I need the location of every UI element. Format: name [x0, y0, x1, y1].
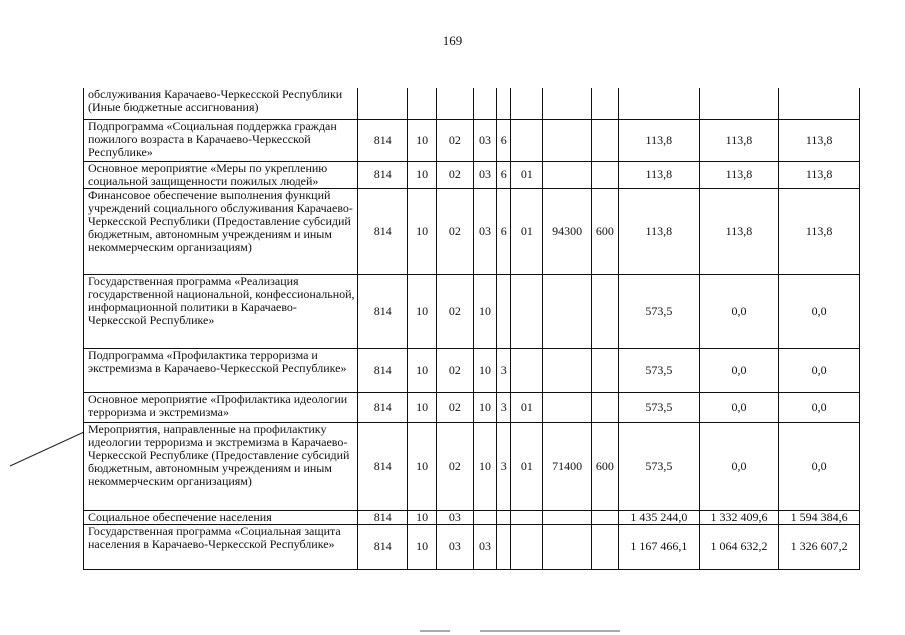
target-subprogram-code: 6 [497, 161, 511, 188]
target-direction-code [543, 161, 591, 188]
section-code: 10 [408, 274, 436, 348]
row-name: Основное мероприятие «Меры по укреплению социальной защищенности пожилых людей» [84, 161, 358, 188]
section-code: 10 [408, 348, 436, 392]
target-measure-code: 01 [511, 161, 543, 188]
admin-code: 814 [358, 348, 408, 392]
amount-year-1: 1 167 466,1 [619, 524, 700, 569]
expense-type-code [591, 274, 618, 348]
amount-year-2: 0,0 [699, 348, 779, 392]
target-direction-code [543, 348, 591, 392]
section-code: 10 [408, 524, 436, 569]
amount-year-1: 573,5 [619, 348, 700, 392]
amount-year-1: 113,8 [619, 119, 700, 161]
table-row [84, 88, 860, 119]
subsection-code: 02 [436, 188, 473, 274]
expense-type-code [591, 88, 618, 119]
section-code: 10 [408, 119, 436, 161]
amount-year-2: 0,0 [699, 422, 779, 510]
target-direction-code [543, 510, 591, 524]
amount-year-2: 113,8 [699, 119, 779, 161]
amount-year-1: 573,5 [619, 422, 700, 510]
section-code: 10 [408, 422, 436, 510]
target-subprogram-code [497, 274, 511, 348]
subsection-code: 02 [436, 348, 473, 392]
admin-code: 814 [358, 422, 408, 510]
target-subprogram-code: 3 [497, 422, 511, 510]
section-code: 10 [408, 392, 436, 422]
table-row [84, 188, 860, 274]
expense-type-code [591, 348, 618, 392]
row-name: Государственная программа «Социальная защита населения в Карачаево-Черкесской Республике» [84, 524, 358, 569]
subsection-code: 02 [436, 392, 473, 422]
target-program-code: 03 [473, 188, 496, 274]
budget-table [83, 88, 860, 570]
table-row [84, 274, 860, 348]
row-name: Финансовое обеспечение выполнения функций учреждений социального обслуживания Карачаево-Черкесской Республики (Предоставление субсидий бюджетным, автономным учреждениям и иным некоммерческим организациям) [84, 188, 358, 274]
amount-year-3: 0,0 [779, 274, 860, 348]
target-direction-code [543, 119, 591, 161]
target-subprogram-code: 3 [497, 348, 511, 392]
margin-pen-stroke [8, 428, 88, 468]
table-row [84, 510, 860, 524]
target-program-code: 10 [473, 348, 496, 392]
target-program-code: 03 [473, 524, 496, 569]
target-program-code: 10 [473, 422, 496, 510]
target-measure-code: 01 [511, 392, 543, 422]
table-row [84, 348, 860, 392]
row-name: обслуживания Карачаево-Черкесской Республики (Иные бюджетные ассигнования) [84, 88, 358, 119]
target-direction-code [543, 88, 591, 119]
subsection-code: 02 [436, 119, 473, 161]
target-subprogram-code [497, 524, 511, 569]
subsection-code: 02 [436, 422, 473, 510]
table-row [84, 392, 860, 422]
amount-year-3: 1 594 384,6 [779, 510, 860, 524]
amount-year-3: 0,0 [779, 392, 860, 422]
target-direction-code: 71400 [543, 422, 591, 510]
subsection-code: 03 [436, 510, 473, 524]
expense-type-code [591, 510, 618, 524]
amount-year-3: 0,0 [779, 348, 860, 392]
target-measure-code: 01 [511, 422, 543, 510]
target-measure-code [511, 274, 543, 348]
row-name: Социальное обеспечение населения [84, 510, 358, 524]
expense-type-code [591, 392, 618, 422]
section-code: 10 [408, 161, 436, 188]
expense-type-code [591, 161, 618, 188]
amount-year-1: 573,5 [619, 274, 700, 348]
admin-code: 814 [358, 119, 408, 161]
target-subprogram-code: 6 [497, 119, 511, 161]
admin-code: 814 [358, 510, 408, 524]
target-measure-code [511, 510, 543, 524]
expense-type-code: 600 [591, 422, 618, 510]
row-name: Подпрограмма «Социальная поддержка граждан пожилого возраста в Карачаево-Черкесской Республике» [84, 119, 358, 161]
amount-year-1 [619, 88, 700, 119]
table-row [84, 119, 860, 161]
section-code: 10 [408, 510, 436, 524]
table-row [84, 524, 860, 569]
amount-year-1: 113,8 [619, 188, 700, 274]
amount-year-3: 113,8 [779, 188, 860, 274]
page-number: 169 [442, 33, 463, 48]
target-program-code [473, 88, 496, 119]
admin-code: 814 [358, 524, 408, 569]
table-row [84, 422, 860, 510]
subsection-code: 02 [436, 161, 473, 188]
admin-code: 814 [358, 392, 408, 422]
admin-code: 814 [358, 274, 408, 348]
amount-year-2: 0,0 [699, 274, 779, 348]
row-name: Подпрограмма «Профилактика терроризма и экстремизма в Карачаево-Черкесской Республике» [84, 348, 358, 392]
expense-type-code [591, 119, 618, 161]
target-subprogram-code: 6 [497, 188, 511, 274]
admin-code [358, 88, 408, 119]
table-row [84, 161, 860, 188]
amount-year-3: 1 326 607,2 [779, 524, 860, 569]
admin-code: 814 [358, 161, 408, 188]
target-measure-code [511, 524, 543, 569]
amount-year-2: 113,8 [699, 161, 779, 188]
admin-code: 814 [358, 188, 408, 274]
amount-year-3: 0,0 [779, 422, 860, 510]
section-code: 10 [408, 188, 436, 274]
subsection-code: 02 [436, 274, 473, 348]
target-program-code: 03 [473, 161, 496, 188]
target-measure-code: 01 [511, 188, 543, 274]
amount-year-2: 1 064 632,2 [699, 524, 779, 569]
target-measure-code [511, 119, 543, 161]
target-program-code [473, 510, 496, 524]
amount-year-3: 113,8 [779, 161, 860, 188]
section-code [408, 88, 436, 119]
target-subprogram-code [497, 510, 511, 524]
amount-year-2: 0,0 [699, 392, 779, 422]
amount-year-1: 573,5 [619, 392, 700, 422]
target-measure-code [511, 348, 543, 392]
row-name: Мероприятия, направленные на профилактику идеологии терроризма и экстремизма в Карачаево-Черкесской Республике (Предоставление субсидий бюджетным, автономным учреждениям и иным некоммерческим организациям) [84, 422, 358, 510]
target-direction-code: 94300 [543, 188, 591, 274]
target-subprogram-code: 3 [497, 392, 511, 422]
row-name: Основное мероприятие «Профилактика идеологии терроризма и экстремизма» [84, 392, 358, 422]
amount-year-2 [699, 88, 779, 119]
scan-bottom-marks [420, 628, 620, 634]
amount-year-3: 113,8 [779, 119, 860, 161]
row-name: Государственная программа «Реализация государственной национальной, конфессиональной, информационной политики в Карачаево-Черкесской Республике» [84, 274, 358, 348]
target-program-code: 10 [473, 274, 496, 348]
target-measure-code [511, 88, 543, 119]
subsection-code: 03 [436, 524, 473, 569]
expense-type-code [591, 524, 618, 569]
target-direction-code [543, 392, 591, 422]
amount-year-1: 1 435 244,0 [619, 510, 700, 524]
amount-year-1: 113,8 [619, 161, 700, 188]
amount-year-3 [779, 88, 860, 119]
subsection-code [436, 88, 473, 119]
amount-year-2: 1 332 409,6 [699, 510, 779, 524]
target-subprogram-code [497, 88, 511, 119]
target-direction-code [543, 274, 591, 348]
target-direction-code [543, 524, 591, 569]
target-program-code: 03 [473, 119, 496, 161]
expense-type-code: 600 [591, 188, 618, 274]
target-program-code: 10 [473, 392, 496, 422]
amount-year-2: 113,8 [699, 188, 779, 274]
